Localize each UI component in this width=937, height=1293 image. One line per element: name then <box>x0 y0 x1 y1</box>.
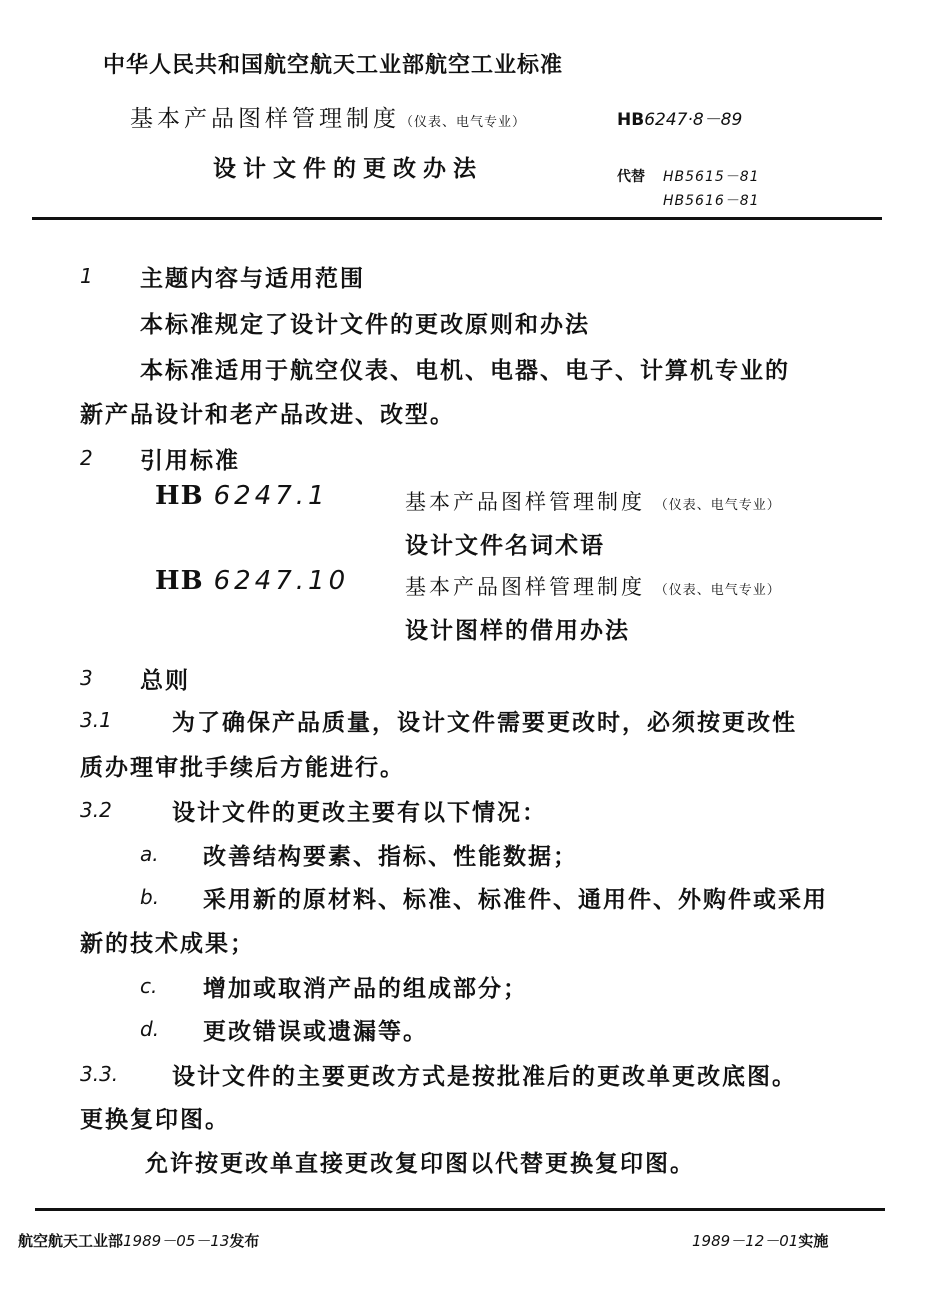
list-item-label: b. <box>140 885 160 909</box>
clause-text-continued: 质办理审批手续后方能进行。 <box>80 754 405 781</box>
issue-suffix: 发布 <box>229 1232 260 1250</box>
title-specialty: （仪表、电气专业） <box>400 115 527 130</box>
document-title-line1 <box>130 100 526 133</box>
paragraph-continued: 新产品设计和老产品改进、改型。 <box>80 401 455 428</box>
paragraph: 允许按更改单直接更改复印图以代替更换复印图。 <box>145 1150 695 1177</box>
clause-number: 3.1 <box>80 708 112 732</box>
clause-number: 3.3. <box>80 1062 119 1086</box>
issuer: 航空航天工业部 <box>18 1232 124 1250</box>
ref-title-specialty: （仪表、电气专业） <box>654 583 781 598</box>
list-item: 更改错误或遗漏等。 <box>203 1018 428 1045</box>
ref-title-main: 基本产品图样管理制度 <box>405 490 645 514</box>
paragraph: 本标准适用于航空仪表、电机、电器、电子、计算机专业的 <box>140 357 790 384</box>
clause-text-continued: 更换复印图。 <box>80 1106 230 1133</box>
clause-text: 设计文件的更改主要有以下情况： <box>172 799 547 826</box>
list-item: 改善结构要素、指标、性能数据； <box>203 843 578 870</box>
replaced-standard: HB5616－81 <box>663 193 760 209</box>
paragraph: 本标准规定了设计文件的更改原则和办法 <box>140 311 590 338</box>
section-heading: 引用标准 <box>140 447 240 474</box>
ref-prefix: HB <box>155 481 204 511</box>
effective-date: 1989－12－01 <box>692 1232 799 1250</box>
ref-number: 6247.10 <box>213 566 350 596</box>
clause-text: 设计文件的主要更改方式是按批准后的更改单更改底图。 <box>172 1063 797 1090</box>
section-number: 1 <box>80 264 93 288</box>
reference-standard-number <box>155 481 329 511</box>
ref-title-main: 基本产品图样管理制度 <box>405 575 645 599</box>
effective-suffix: 实施 <box>798 1232 829 1250</box>
effective-info <box>692 1230 828 1251</box>
clause-text: 为了确保产品质量，设计文件需要更改时，必须按更改性 <box>172 709 797 736</box>
replaced-standard: HB5615－81 <box>663 169 760 185</box>
section-heading: 主题内容与适用范围 <box>140 265 365 292</box>
document-title-line2: 设计文件的更改办法 <box>213 155 483 182</box>
list-item-label: d. <box>140 1017 160 1041</box>
reference-subtitle: 设计图样的借用办法 <box>405 617 630 644</box>
ref-title-specialty: （仪表、电气专业） <box>654 498 781 513</box>
list-item-label: c. <box>140 974 158 998</box>
clause-number: 3.2 <box>80 798 112 822</box>
section-heading: 总则 <box>140 667 190 694</box>
reference-subtitle: 设计文件名词术语 <box>405 532 605 559</box>
footer-divider <box>35 1208 885 1211</box>
reference-title <box>405 571 781 601</box>
list-item-label: a. <box>140 842 159 866</box>
title-main: 基本产品图样管理制度 <box>130 106 400 132</box>
replaces-label: 代替 <box>617 169 645 185</box>
section-number: 3 <box>80 666 93 690</box>
reference-title <box>405 486 781 516</box>
issue-info <box>18 1230 259 1251</box>
standard-code: 6247·8－89 <box>644 110 743 130</box>
ref-prefix: HB <box>155 566 204 596</box>
issue-date: 1989－05－13 <box>123 1232 230 1250</box>
list-item: 采用新的原材料、标准、标准件、通用件、外购件或采用 <box>203 886 828 913</box>
section-number: 2 <box>80 446 93 470</box>
ref-number: 6247.1 <box>213 481 329 511</box>
issuing-organization: 中华人民共和国航空航天工业部航空工业标准 <box>103 53 564 78</box>
standard-prefix: HB <box>617 110 645 130</box>
header-divider <box>32 217 882 220</box>
list-item: 增加或取消产品的组成部分； <box>203 975 528 1002</box>
list-item-continued: 新的技术成果； <box>80 930 255 957</box>
reference-standard-number <box>155 566 349 596</box>
standard-number <box>617 105 742 130</box>
